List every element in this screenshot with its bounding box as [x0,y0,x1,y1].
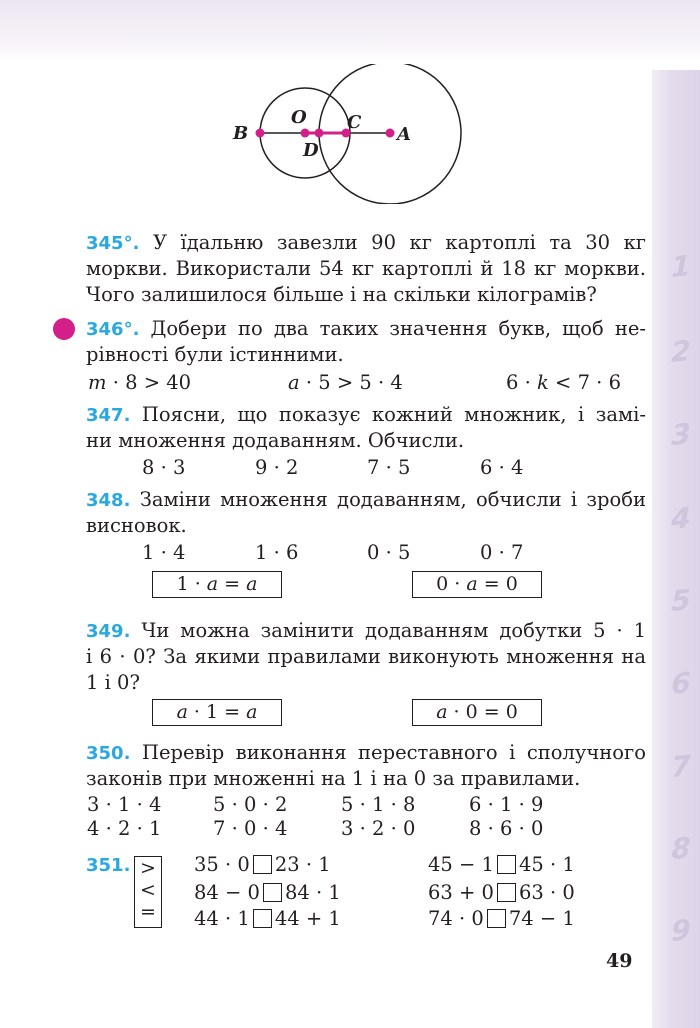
compare-r3c2: 74 · 0 74 − 1 [428,907,575,930]
compare-r2c2: 63 + 0 63 · 0 [428,881,575,904]
inequality-1: m · 8 > 40 [88,371,192,394]
chapter-tabs-band [652,70,700,1028]
label-c: C [347,112,362,133]
answer-box[interactable] [487,909,506,928]
expr-350-r1c4: 6 · 1 · 9 [469,793,544,816]
sign-less: < [140,879,156,901]
chapter-tab-1: 1 [671,248,691,285]
problem-350-line-2: законів при множенні на 1 і на 0 за правилами. [86,767,581,790]
sign-equal: = [140,901,156,923]
inequality-3: 6 · k < 7 · 6 [506,371,621,394]
problem-350-number: 350. [86,743,131,764]
expr-350-r2c3: 3 · 2 · 0 [341,817,416,840]
problem-348-line-1: 348. Заміни множення додаванням, обчисли і зроби [86,488,646,511]
chapter-tab-5: 5 [671,582,691,619]
rule-one-times-a: 1 · a = a [152,571,282,598]
header-band [0,0,700,62]
expr-350-r1c3: 5 · 1 · 8 [341,793,416,816]
chapter-tab-9: 9 [671,912,691,949]
problem-346-line-1: 346°. Добери по два таких значення букв, щоб не- [86,317,646,340]
answer-box[interactable] [253,855,272,874]
point-a [386,129,395,138]
problem-349-line-1: 349. Чи можна замінити додаванням добутки 5 · 1 [86,619,646,642]
chapter-tab-6: 6 [671,665,691,702]
chapter-tab-3: 3 [671,416,691,453]
problem-349-line-3: 1 і 0? [86,671,140,694]
expr-350-r2c2: 7 · 0 · 4 [213,817,288,840]
point-b [256,129,265,138]
rule-a-times-zero: a · 0 = 0 [412,699,542,726]
problem-345-line-3: Чого залишилося більше і на скільки кілограмів? [86,283,597,306]
expr-348-2: 1 · 6 [255,541,299,564]
problem-351-number: 351. [86,855,131,876]
expr-348-4: 0 · 7 [480,541,524,564]
answer-box[interactable] [263,883,282,902]
rule-a-times-one: a · 1 = a [152,699,282,726]
expr-350-r2c1: 4 · 2 · 1 [87,817,162,840]
expr-347-1: 8 · 3 [142,456,186,479]
expr-350-r1c1: 3 · 1 · 4 [87,793,162,816]
compare-r1c1: 35 · 0 23 · 1 [194,853,331,876]
point-o [301,129,310,138]
problem-349-number: 349. [86,621,131,642]
expr-348-1: 1 · 4 [142,541,186,564]
problem-347-number: 347. [86,405,131,426]
rule-zero-times-a: 0 · a = 0 [412,571,542,598]
compare-r1c2: 45 − 1 45 · 1 [428,853,575,876]
problem-346-number: 346°. [86,319,140,340]
problem-345-number: 345°. [86,233,140,254]
answer-box[interactable] [497,855,516,874]
answer-box[interactable] [497,883,516,902]
inequality-2: a · 5 > 5 · 4 [288,371,403,394]
point-d [315,129,324,138]
compare-r2c1: 84 − 0 84 · 1 [194,881,341,904]
chapter-tab-4: 4 [671,500,691,537]
label-a: A [397,124,411,145]
problem-350-line-1: 350. Перевір виконання переставного і сполучного [86,741,646,764]
problem-348-number: 348. [86,490,131,511]
expr-347-2: 9 · 2 [255,456,299,479]
answer-box[interactable] [253,909,272,928]
page-number: 49 [606,950,633,972]
problem-345-line-1: 345°. У їдальню завезли 90 кг картоплі та 30 кг [86,231,646,254]
circles-diagram [225,64,475,204]
chapter-tab-7: 7 [671,748,691,785]
expr-348-3: 0 · 5 [367,541,411,564]
problem-348-line-2: висновок. [86,514,187,537]
label-d: D [303,140,319,161]
problem-345-line-2: моркви. Використали 54 кг картоплі й 18 кг моркви. [86,257,646,280]
challenge-bullet-icon [53,318,75,340]
comparison-signs-box [134,856,162,928]
sign-greater: > [140,857,156,879]
problem-347-line-1: 347. Поясни, що показує кожний множник, і замі- [86,403,646,426]
problem-349-line-2: і 6 · 0? За якими правилами виконують множення на [86,645,646,668]
compare-r3c1: 44 · 1 44 + 1 [194,907,341,930]
expr-350-r1c2: 5 · 0 · 2 [213,793,288,816]
label-o: O [291,107,307,128]
expr-350-r2c4: 8 · 6 · 0 [469,817,544,840]
chapter-tab-2: 2 [671,333,691,370]
problem-347-line-2: ни множення додаванням. Обчисли. [86,429,465,452]
problem-346-line-2: рівності були істинними. [86,343,344,366]
label-b: B [233,123,249,144]
expr-347-4: 6 · 4 [480,456,524,479]
chapter-tab-8: 8 [671,830,691,867]
expr-347-3: 7 · 5 [367,456,411,479]
